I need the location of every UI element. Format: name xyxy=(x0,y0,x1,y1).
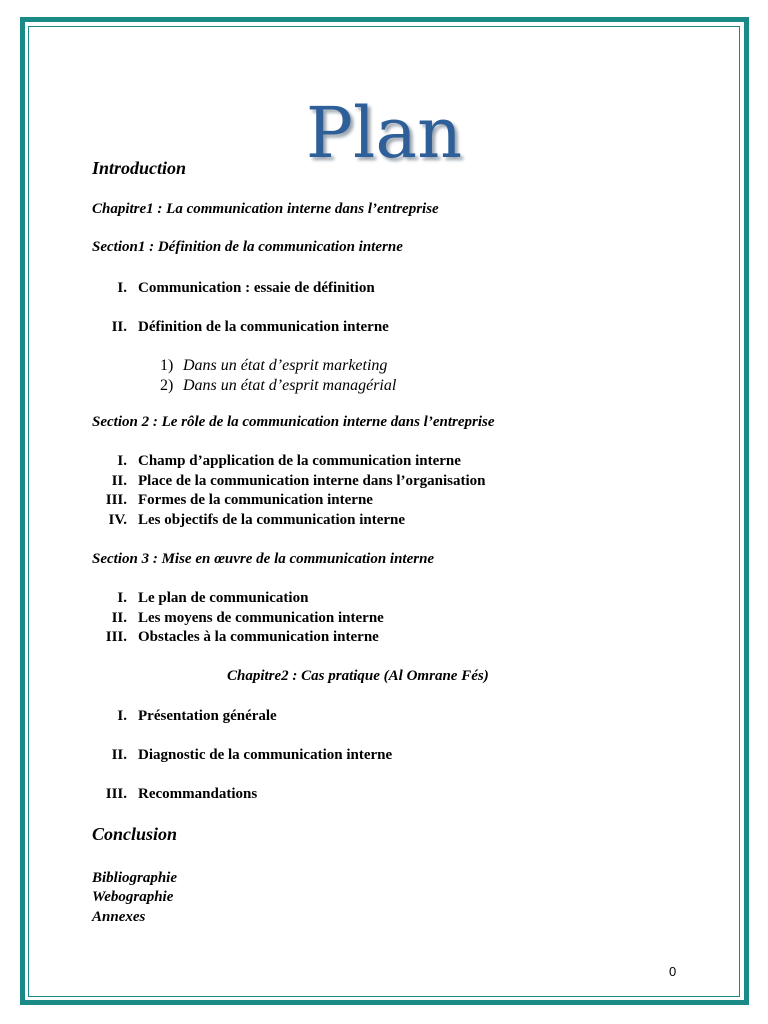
annexes: Annexes xyxy=(92,909,146,925)
chapitre2-heading: Chapitre2 : Cas pratique (Al Omrane Fés) xyxy=(227,668,489,684)
item-text: Les objectifs de la communication interne xyxy=(138,512,406,528)
item-text: Présentation générale xyxy=(138,708,277,724)
introduction-heading: Introduction xyxy=(92,158,187,178)
item-text: Place de la communication interne dans l’organisation xyxy=(138,473,486,489)
item-number: II. xyxy=(111,610,127,626)
item-text: Le plan de communication xyxy=(138,590,309,606)
chapitre1-heading: Chapitre1 : La communication interne dans l’entreprise xyxy=(92,201,439,217)
item-text: Communication : essaie de définition xyxy=(138,280,375,296)
conclusion-heading: Conclusion xyxy=(92,824,178,844)
item-text: Définition de la communication interne xyxy=(138,319,389,335)
page-title: Plan xyxy=(305,92,463,174)
subitem-text: Dans un état d’esprit marketing xyxy=(183,357,388,374)
item-number: I. xyxy=(117,590,127,606)
subitem-text: Dans un état d’esprit managérial xyxy=(183,377,397,394)
item-text: Recommandations xyxy=(138,786,258,802)
webographie: Webographie xyxy=(92,889,174,905)
page-number: 0 xyxy=(669,964,677,979)
item-number: I. xyxy=(117,453,127,469)
item-number: III. xyxy=(105,492,127,508)
item-text: Formes de la communication interne xyxy=(138,492,373,508)
item-number: II. xyxy=(111,473,127,489)
item-number: IV. xyxy=(108,512,127,528)
item-text: Diagnostic de la communication interne xyxy=(138,747,393,763)
section1-heading: Section1 : Définition de la communication interne xyxy=(92,239,403,255)
item-number: III. xyxy=(105,786,127,802)
item-number: II. xyxy=(111,747,127,763)
item-number: I. xyxy=(117,280,127,296)
item-number: I. xyxy=(117,708,127,724)
item-text: Champ d’application de la communication interne xyxy=(138,453,461,469)
subitem-number: 2) xyxy=(160,377,174,394)
bibliographie: Bibliographie xyxy=(92,870,178,886)
item-number: III. xyxy=(105,629,127,645)
item-text: Les moyens de communication interne xyxy=(138,610,384,626)
section3-heading: Section 3 : Mise en œuvre de la communication interne xyxy=(92,551,435,567)
subitem-number: 1) xyxy=(160,357,174,374)
item-text: Obstacles à la communication interne xyxy=(138,629,379,645)
item-number: II. xyxy=(111,319,127,335)
section2-heading: Section 2 : Le rôle de la communication interne dans l’entreprise xyxy=(92,414,495,430)
